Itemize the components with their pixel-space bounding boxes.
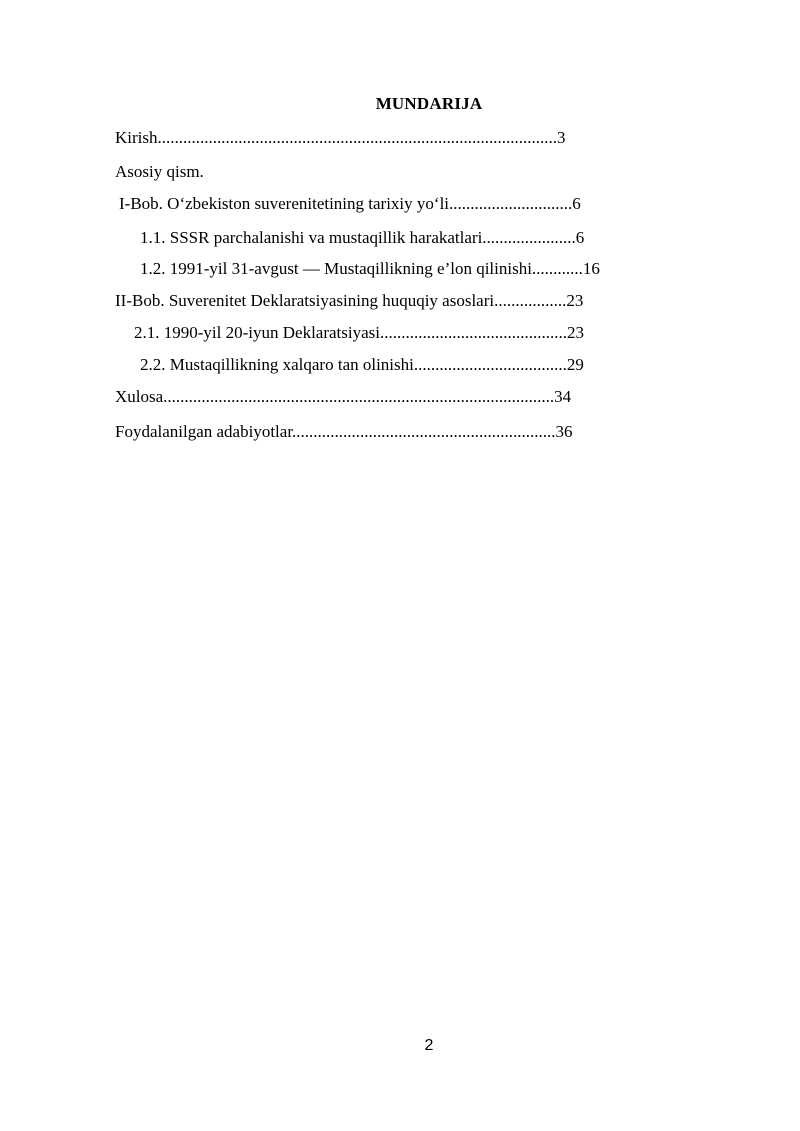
toc-item-adabiyotlar: Foydalanilgan adabiyotlar..............................................................36 <box>115 422 573 441</box>
toc-item-chapter-1: I-Bob. O‘zbekiston suverenitetining tarixiy yo‘li.............................6 <box>119 194 581 213</box>
page-number: 2 <box>424 1037 434 1054</box>
toc-item-asosiy-qism: Asosiy qism. <box>115 162 204 181</box>
toc-item-xulosa: Xulosa............................................................................................34 <box>115 387 572 406</box>
toc-item-kirish: Kirish..............................................................................................3 <box>115 128 566 147</box>
toc-item-chapter-2: II-Bob. Suverenitet Deklaratsiyasining huquqiy asoslari.................23 <box>115 291 584 310</box>
toc-item-section-2-2: 2.2. Mustaqillikning xalqaro tan olinishi....................................29 <box>140 355 584 374</box>
toc-item-section-1-1: 1.1. SSSR parchalanishi va mustaqillik harakatlari......................6 <box>140 228 585 247</box>
page-title: MUNDARIJA <box>375 94 483 113</box>
toc-item-section-2-1: 2.1. 1990-yil 20-iyun Deklaratsiyasi............................................23 <box>134 323 584 342</box>
toc-item-section-1-2: 1.2. 1991-yil 31-avgust — Mustaqillikning e’lon qilinishi............16 <box>140 259 600 278</box>
